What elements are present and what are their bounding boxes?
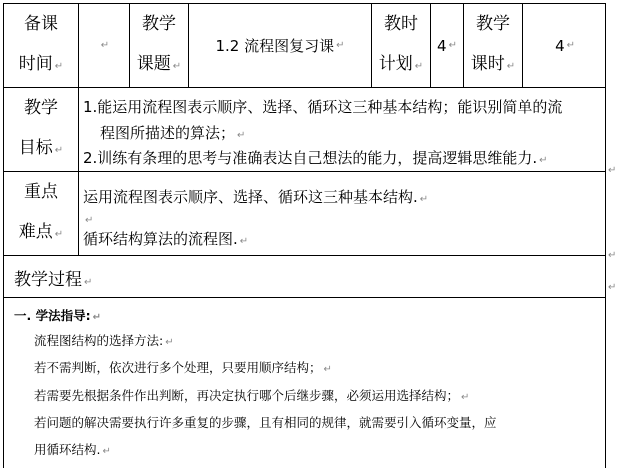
row-divider-1 bbox=[3, 87, 605, 88]
periods-label: 教学 课时 ↵ bbox=[470, 14, 516, 74]
key-point-blank-mark: ↵ bbox=[85, 215, 94, 226]
key-points-label: 重点 难点 ↵ bbox=[18, 182, 64, 242]
goal-line-3: 2.训练有条理的思考与准确表达自己想法的能力，提高逻辑思维能力. ↵ bbox=[83, 149, 548, 167]
edge-mark-3: ↵ bbox=[608, 282, 617, 293]
difficult-point-text: 循环结构算法的流程图. ↵ bbox=[83, 230, 249, 248]
goal-line-2: 程图所描述的算法； ↵ bbox=[100, 124, 246, 142]
periods-value[interactable]: 4 ↵ bbox=[555, 36, 575, 55]
prep-time-value[interactable]: ↵ bbox=[100, 40, 110, 51]
method-line-5: 用循环结构. ↵ bbox=[34, 442, 111, 457]
edge-mark-1: ↵ bbox=[608, 165, 617, 176]
method-heading: 一. 学法指导: ↵ bbox=[14, 308, 101, 323]
goal-line-1: 1.能运用流程图表示顺序、选择、循环这三种基本结构；能识别简单的流 bbox=[83, 98, 563, 116]
method-line-2: 若不需判断，依次进行多个处理，只要用顺序结构； ↵ bbox=[34, 360, 332, 375]
topic-value[interactable]: 1.2 流程图复习课 ↵ bbox=[215, 37, 345, 55]
method-line-1: 流程图结构的选择方法: ↵ bbox=[34, 333, 174, 348]
row-divider-4 bbox=[3, 297, 605, 298]
table-border-right bbox=[605, 3, 606, 468]
plan-value[interactable]: 4 ↵ bbox=[437, 36, 457, 55]
key-point-text: 运用流程图表示顺序、选择、循环这三种基本结构. ↵ bbox=[83, 188, 429, 206]
prep-time-label: 备课 时间 ↵ bbox=[18, 14, 64, 74]
row-divider-2 bbox=[3, 171, 605, 172]
goals-label: 教学 目标 ↵ bbox=[18, 98, 64, 158]
method-line-4: 若问题的解决需要执行许多重复的步骤，且有相同的规律，就需要引入循环变量，应 bbox=[34, 415, 497, 430]
topic-label: 教学 课题 ↵ bbox=[136, 14, 182, 74]
teaching-process-title: 教学过程 ↵ bbox=[14, 270, 93, 290]
method-line-3: 若需要先根据条件作出判断，再决定执行哪个后继步骤，必须运用选择结构； ↵ bbox=[34, 388, 470, 403]
row-divider-3 bbox=[3, 255, 605, 256]
plan-label: 教时 计划 ↵ bbox=[378, 14, 424, 74]
edge-mark-2: ↵ bbox=[608, 250, 617, 261]
